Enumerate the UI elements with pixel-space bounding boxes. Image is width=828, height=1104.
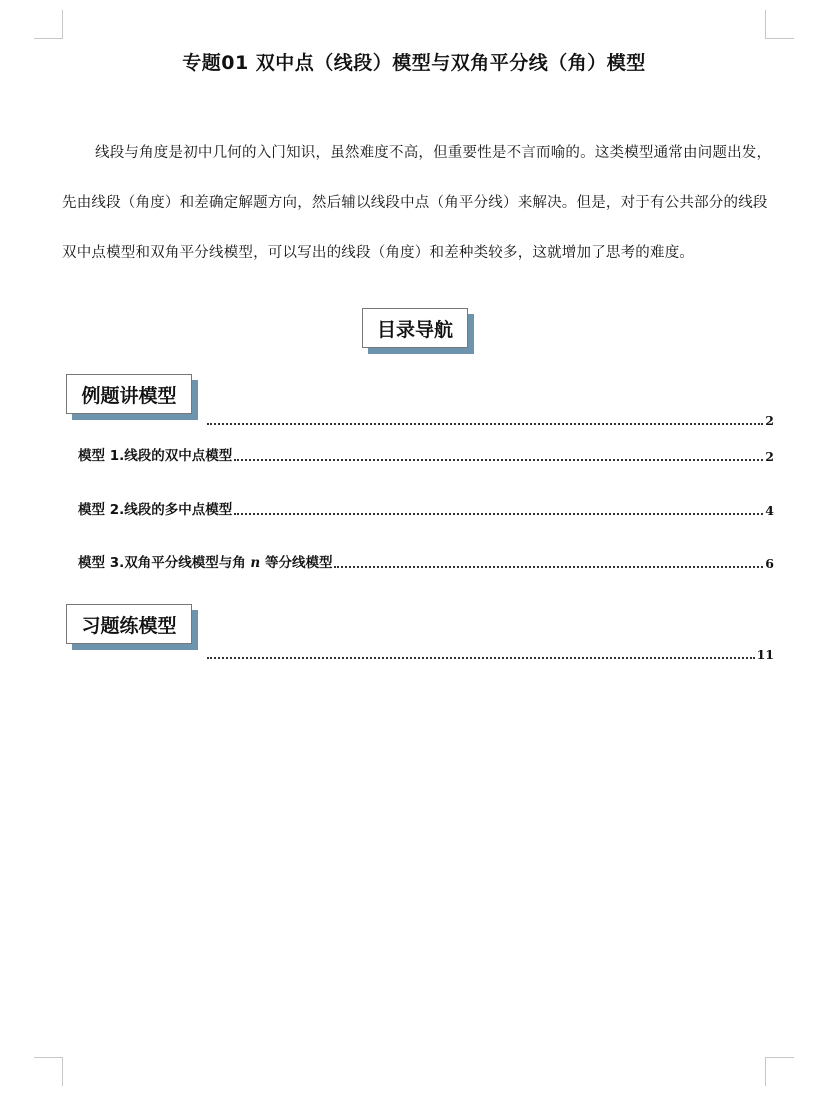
document-title: 专题01 双中点（线段）模型与双角平分线（角）模型: [182, 52, 646, 74]
dot-leader: [207, 423, 763, 425]
page-corner-mark: [34, 10, 63, 39]
toc-entry-label: 模型 2.线段的多中点模型: [78, 502, 233, 518]
toc-entry-model-2[interactable]: [78, 500, 774, 518]
dot-leader: [234, 459, 763, 461]
math-variable: n: [250, 555, 261, 571]
dot-leader: [334, 566, 763, 568]
intro-paragraph: 线段与角度是初中几何的入门知识，虽然难度不高，但重要性是不言而喻的。这类模型通常由问题出发，先由线段（角度）和差确定解题方向，然后辅以线段中点（角平分线）来解决。但是，对于有公共部分的线段双中点模型和双角平分线模型，可以写出的线段（角度）和差种类较多，这就增加了思考的难度。: [62, 145, 772, 261]
section-example-box: 例题讲模型: [66, 374, 192, 414]
page-corner-mark: [765, 1057, 794, 1086]
section-exercise-box: 习题练模型: [66, 604, 192, 644]
toc-page-number: 2: [765, 449, 774, 464]
page-corner-mark: [34, 1057, 63, 1086]
toc-entry-model-1[interactable]: [78, 446, 774, 464]
dot-leader: [234, 513, 763, 515]
toc-entry-label: 模型 1.线段的双中点模型: [78, 448, 233, 464]
toc-label-part: 等分线模型: [260, 555, 333, 571]
toc-page-number: 4: [765, 503, 774, 518]
toc-page-number: 6: [765, 556, 774, 571]
toc-heading-box: 目录导航: [362, 308, 468, 348]
toc-entry-section-exercises[interactable]: [205, 644, 774, 662]
toc-entry-label: [78, 551, 332, 571]
toc-entry-section-examples[interactable]: [205, 410, 774, 428]
dot-leader: [207, 657, 755, 659]
toc-entry-model-3[interactable]: [78, 553, 774, 571]
toc-page-number: 11: [756, 647, 774, 662]
page-corner-mark: [765, 10, 794, 39]
toc-page-number: 2: [765, 413, 774, 428]
toc-label-part: 模型 3.双角平分线模型与角: [78, 555, 251, 571]
